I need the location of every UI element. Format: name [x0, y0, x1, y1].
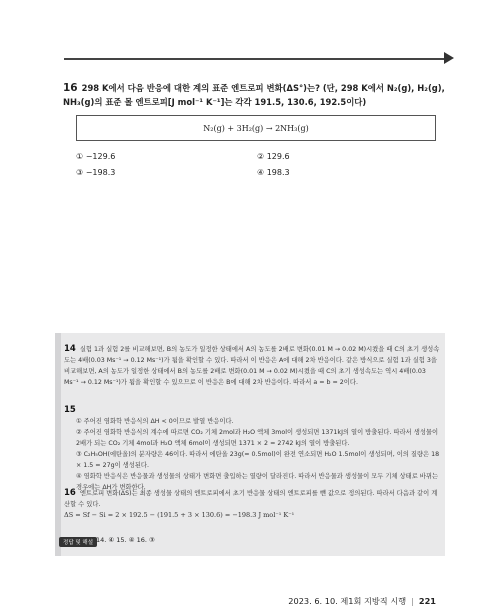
- page-number: 221: [418, 596, 436, 606]
- solution-number: 15: [64, 405, 76, 415]
- choice-4: ④ 198.3: [257, 168, 290, 177]
- page-footer: [288, 596, 436, 607]
- solution-item: ② 주어진 염화학 반응식의 계수에 따르면 CO₂ 기체 2mol과 H₂O 액체 3mol이 생성되면 1371kJ의 열이 방출된다. 따라서 생성물이 2배가 되는 CO₂ 기체 4mol과 H₂O 액체 6mol이 생성되면 1371 × 2 = 2742 kJ의 열이 방출된다.: [76, 429, 439, 447]
- solution-text: 엔트로피 변화(ΔS)는 최종 생성물 상태의 엔트로피에서 초기 반응물 상태의 엔트로피를 뺀 값으로 정의된다. 따라서 다음과 같이 계산할 수 있다.: [64, 490, 438, 508]
- question-16: [63, 81, 449, 109]
- panel-edge: [55, 333, 61, 556]
- solution-item: ① 주어진 염화학 반응식의 ΔH < 0이므로 발열 반응이다.: [76, 418, 234, 425]
- top-rule: [64, 58, 450, 60]
- solution-number: 16: [64, 488, 76, 498]
- solution-16: [64, 488, 440, 521]
- choice-1: ① −129.6: [76, 152, 116, 161]
- footer-separator: |: [411, 596, 414, 606]
- solution-item: ③ C₂H₅OH(에탄올)의 분자량은 46이다. 따라서 에탄올 23g(= 0.5mol)이 완전 연소되면 H₂O 1.5mol이 생성되며, 이의 질량은 18 × 1.5 = 27g이 생성된다.: [76, 451, 440, 469]
- exam-info: 2023. 6. 10. 제1회 지방직 시행: [288, 596, 407, 606]
- question-number: 16: [63, 82, 78, 94]
- solution-item: ④ 염화학 반응식은 반응물과 생성물의 상태가 변화면 출입하는 열량이 달라진다. 따라서 반응물과 생성물이 모두 기체 상태로 바뀌는 경우에는 ΔH가 변화한다.: [76, 473, 439, 491]
- answer-key: 14. ④ 15. ④ 16. ③: [96, 536, 155, 544]
- answer-key-tag: 정답 및 해설: [59, 537, 97, 547]
- solution-15: [64, 405, 440, 493]
- reaction-equation: N₂(g) + 3H₂(g) → 2NH₃(g): [203, 123, 309, 133]
- choice-3: ③ −198.3: [76, 168, 116, 177]
- question-text: 298 K에서 다음 반응에 대한 계의 표준 엔트로피 변화(ΔS°)는? (단, 298 K에서 N₂(g), H₂(g), NH₃(g)의 표준 몰 엔트로피[J mol⁻¹ K⁻¹]는 각각 191.5, 130.6, 192.5이다): [63, 83, 445, 107]
- entropy-formula: ΔS = Sf − Si = 2 × 192.5 − (191.5 + 3 × 130.6) = −198.3 J mol⁻¹ K⁻¹: [64, 511, 295, 519]
- corner-marker: [444, 52, 454, 64]
- solution-number: 14: [64, 344, 76, 354]
- choice-2: ② 129.6: [257, 152, 290, 161]
- reaction-equation-box: [76, 115, 436, 141]
- solution-text: 실험 1과 실험 2를 비교해보면, B의 농도가 일정한 상태에서 A의 농도를 2배로 변화(0.01 M → 0.02 M)시켰을 때 C의 초기 생성속도는 4배(0.03 Ms⁻¹ → 0.12 Ms⁻¹)가 됨을 확인할 수 있다. 따라서 이 반응은 A에 대해 2차 반응이다. 같은 방식으로 실험 1과 실험 3을 비교해보면, A의 농도가 일정한 상태에서 B의 농도를 2배로 변화(0.01 M → 0.02 M)시켰을 때 C의 초기 생성속도는 역시 4배(0.03 Ms⁻¹ → 0.12 Ms⁻¹)가 됨을 확인할 수 있으므로 이 반응은 B에 대해 2차 반응이다. 따라서 a = b = 2이다.: [64, 346, 440, 386]
- solution-14: [64, 344, 440, 388]
